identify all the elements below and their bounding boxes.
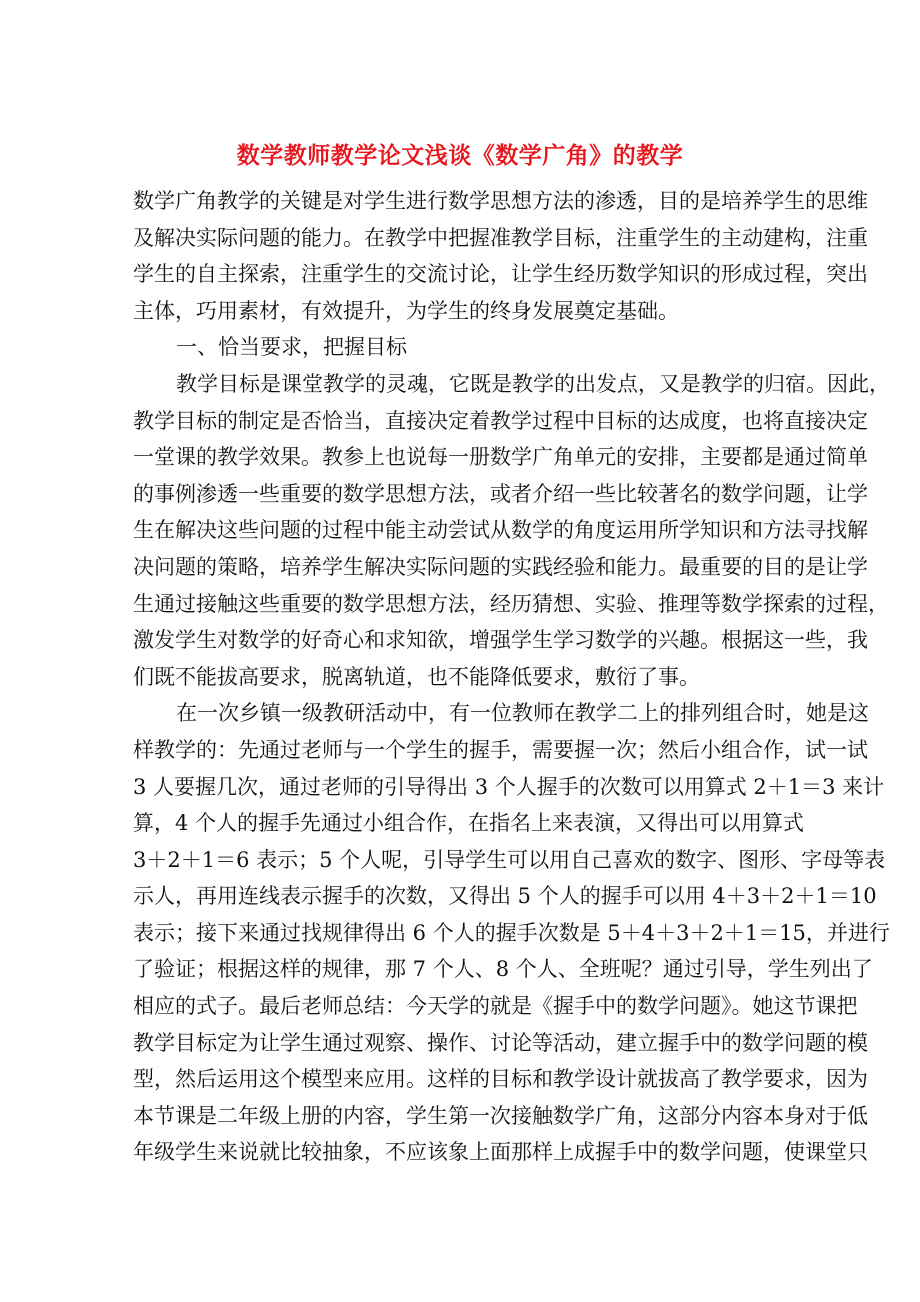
text-line: 了验证；根据这样的规律，那 7 个人、8 个人、全班呢？通过引导，学生列出了 [133,957,873,982]
document-title: 数学教师教学论文浅谈《数学广角》的教学 [236,142,684,169]
text-line: 算，4 个人的握手先通过小组合作，在指名上来表演，又得出可以用算式 [133,811,805,836]
text-line: 们既不能拔高要求，脱离轨道，也不能降低要求，敷衍了事。 [133,664,700,689]
text-line: 3 人要握几次，通过老师的引导得出 3 个人握手的次数可以用算式 2＋1＝3 来计 [133,774,885,799]
text-line: 数学广角教学的关键是对学生进行数学思想方法的渗透，目的是培养学生的思维 [133,189,868,213]
text-line: 生在解决这些问题的过程中能主动尝试从数学的角度运用所学知识和方法寻找解 [133,518,868,543]
text-line: 样教学的：先通过老师与一个学生的握手，需要握一次；然后小组合作，试一试 [133,737,868,762]
text-line: 年级学生来说就比较抽象，不应该象上面那样上成握手中的数学问题，使课堂只 [133,1140,868,1165]
text-line: 表示；接下来通过找规律得出 6 个人的握手次数是 5＋4＋3＋2＋1＝15，并进行 [133,920,890,945]
text-line: 教学目标的制定是否恰当，直接决定着教学过程中目标的达成度，也将直接决定 [133,408,868,433]
text-line: 及解决实际问题的能力。在教学中把握准教学目标，注重学生的主动建构，注重 [133,225,868,250]
text-line: 决问题的策略，培养学生解决实际问题的实践经验和能力。最重要的目的是让学 [133,554,868,579]
text-line: 学生的自主探索，注重学生的交流讨论，让学生经历数学知识的形成过程，突出 [133,262,868,287]
text-line: 在一次乡镇一级教研活动中，有一位教师在教学二上的排列组合时，她是这 [176,701,869,726]
section-heading [133,329,791,366]
text-line: 3＋2＋1＝6 表示；5 个人呢，引导学生可以用自己喜欢的数字、图形、字母等表 [133,847,886,872]
text-line: 生通过接触这些重要的数学思想方法，经历猜想、实验、推理等数学探索的过程， [133,591,889,616]
text-line: 一、恰当要求，把握目标 [176,335,407,360]
text-line: 的事例渗透一些重要的数学思想方法，或者介绍一些比较著名的数学问题，让学 [133,481,868,506]
paragraph [133,695,890,1171]
text-line: 一堂课的教学效果。教参上也说每一册数学广角单元的安排，主要都是通过简单 [133,445,868,470]
text-line: 教学目标定为让学生通过观察、操作、讨论等活动，建立握手中的数学问题的模 [133,1030,868,1055]
text-line: 本节课是二年级上册的内容，学生第一次接触数学广角，这部分内容本身对于低 [133,1103,868,1128]
text-line: 型，然后运用这个模型来应用。这样的目标和教学设计就拔高了教学要求，因为 [133,1067,868,1092]
text-line: 示人，再用连线表示握手的次数，又得出 5 个人的握手可以用 4＋3＋2＋1＝10 [133,884,877,909]
text-line: 激发学生对数学的好奇心和求知欲，增强学生学习数学的兴趣。根据这一些，我 [133,628,868,653]
document-body [133,183,890,1171]
paragraph [133,366,890,695]
text-line: 相应的式子。最后老师总结：今天学的就是《握手中的数学问题》。她这节课把 [133,994,858,1019]
text-line: 教学目标是课堂教学的灵魂，它既是教学的出发点，又是教学的归宿。因此， [176,371,890,396]
text-line: 主体，巧用素材，有效提升，为学生的终身发展奠定基础。 [133,298,679,323]
paragraph [133,183,868,329]
